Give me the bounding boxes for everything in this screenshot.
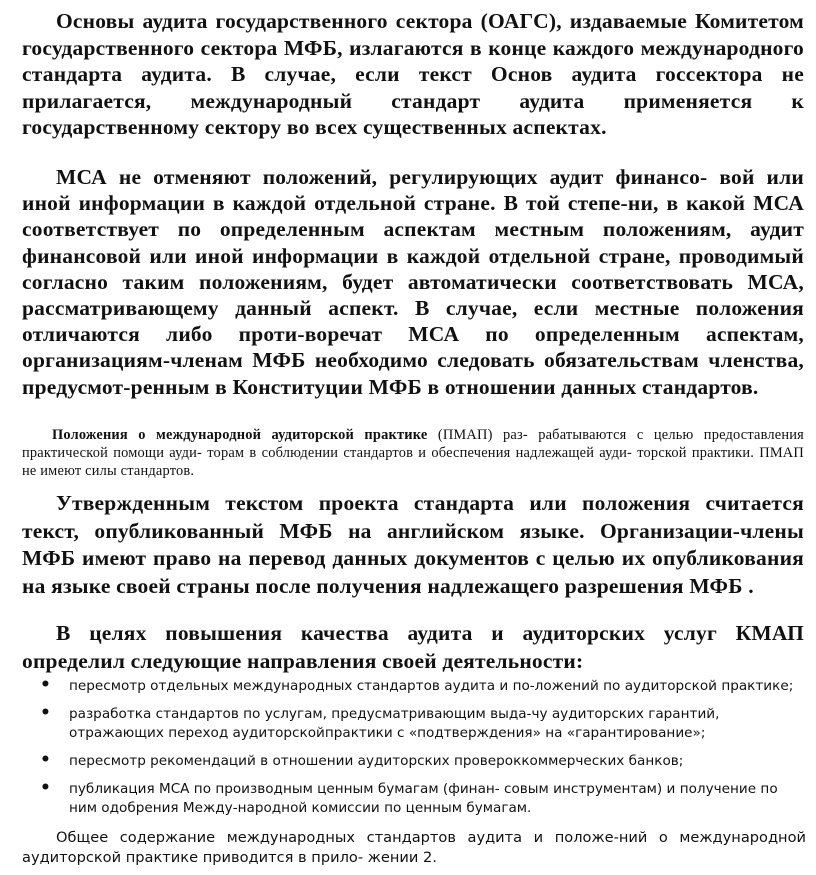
list-item <box>40 780 805 818</box>
bullet-icon: • <box>40 675 51 695</box>
paragraph-oags: Основы аудита государственного сектора (ОАГС), издаваемые Комитетом государственного сектора МФБ, излагаются в конце каждого международного стандарта аудита. В случае, если текст Основ аудита госсектора не прилагается, международный стандарт аудита применяется к государственному сектору во всех существенных аспектах. <box>22 9 804 139</box>
paragraph-pmap <box>22 426 804 480</box>
directions-list <box>40 677 805 827</box>
list-item-text: разработка стандартов по услугам, предусматривающим выда-чу аудиторских гарантий, отражающих переход аудиторскойпрактики с «подтверждения» на «гарантирование»; <box>69 706 720 741</box>
pmap-description: (ПМАП) раз- рабатываются с целью предоставления практической помощи ауди- торам в соблюдении стандартов и обеспечения надлежащей ауди- торской практики. ПМАП не имеют силы стандартов. <box>22 427 804 479</box>
list-item <box>40 752 805 771</box>
paragraph-approved-text: Утвержденным текстом проекта стандарта или положения считается текст, опубликованный МФБ на английском языке. Организации-члены МФБ имеют право на перевод данных документов с целью их опубликования на языке своей страны после получения надлежащего разрешения МФБ . <box>22 491 804 598</box>
list-item-text: публикация МСА по производным ценным бумагам (финан- совым инструментам) и получение по ним одобрения Между-народной комиссии по ценным бумагам. <box>69 781 778 816</box>
bullet-icon: • <box>40 703 51 723</box>
list-item <box>40 677 805 696</box>
paragraph-msa-regulations: МСА не отменяют положений, регулирующих аудит финансо- вой или иной информации в каждой отдельной стране. В той степе-ни, в какой МСА соответствует по определенным аспектам местным положениям, аудит финансовой или иной информации в каждой отдельной стране, проводимый согласно таким положениям, будет автоматически соответствовать МСА, рассматривающему данный аспект. В случае, если местные положения отличаются либо проти-воречат МСА по определенным аспектам, организациям-членам МФБ необходимо следовать обязательствам членства, предусмот-ренным в Конституции МФБ в отношении данных стандартов. <box>22 165 804 399</box>
list-item-text: пересмотр отдельных международных стандартов аудита и по-ложений по аудиторской практике; <box>69 678 794 694</box>
list-item <box>40 705 805 743</box>
pmap-lead-term: Положения о международной аудиторской практике <box>52 427 428 443</box>
bullet-icon: • <box>40 750 51 770</box>
list-item-text: пересмотр рекомендаций в отношении аудиторских провероккоммерческих банков; <box>69 753 684 769</box>
bullet-icon: • <box>40 778 51 798</box>
paragraph-appendix-note: Общее содержание международных стандартов аудита и положе-ний о международной аудиторской практике приводится в прило- жении 2. <box>22 829 806 866</box>
paragraph-kmap-directions: В целях повышения качества аудита и аудиторских услуг КМАП определил следующие направления своей деятельности: <box>22 621 804 673</box>
